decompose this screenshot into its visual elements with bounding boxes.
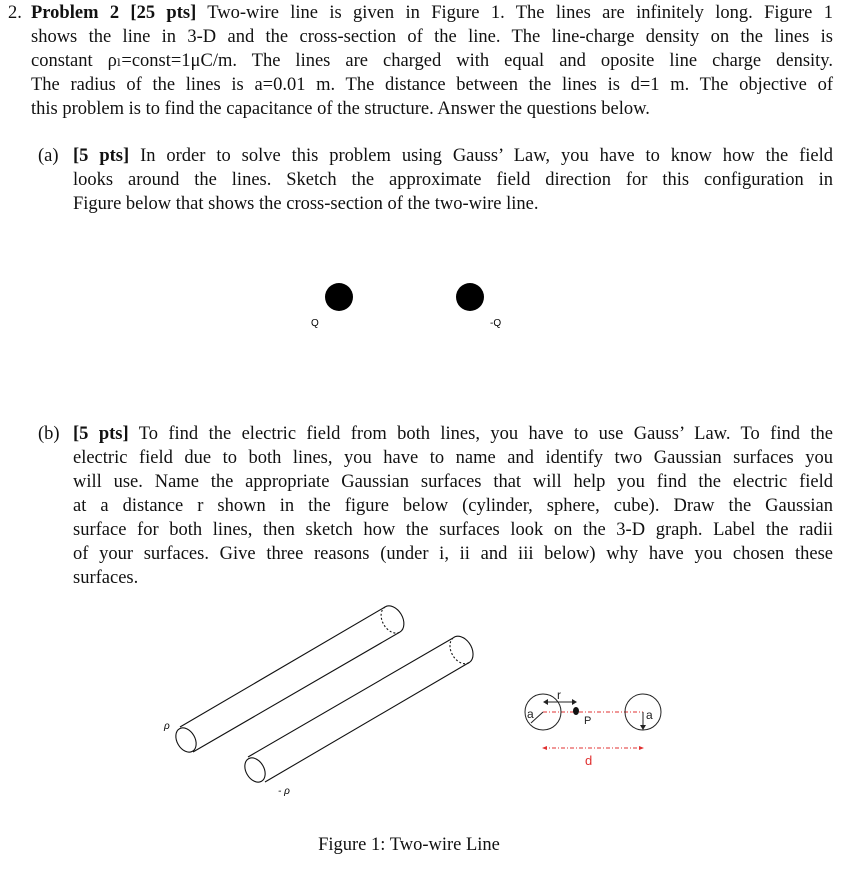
- charge-right-label: -Q: [490, 318, 502, 329]
- part-b-line-5: surface for both lines, then sketch how the surfaces look on the 3-D graph. Label the radii: [73, 520, 833, 540]
- part-b-line-4: at a distance r shown in the figure below (cylinder, sphere, cube). Draw the Gaussian: [73, 496, 833, 516]
- part-b-line-6: of your surfaces. Give three reasons (under i, ii and iii below) why have you chosen these: [73, 544, 833, 564]
- wire-left-cross-section: [325, 283, 353, 311]
- label-a-left: a: [527, 707, 534, 721]
- problem-line-2: shows the line in 3-D and the cross-section of the line. The line-charge density on the lines is: [31, 27, 833, 47]
- problem-number: 2.: [8, 3, 22, 23]
- part-b-line-3: will use. Name the appropriate Gaussian surfaces that will help you find the electric field: [73, 472, 833, 492]
- label-d: d: [585, 753, 593, 768]
- point-p: [573, 707, 579, 715]
- part-b-label: (b): [38, 424, 60, 444]
- problem-line-1: Problem 2 [25 pts] Two-wire line is given in Figure 1. The lines are infinitely long. Figure 1: [31, 3, 833, 23]
- wire-right-cross-section: [456, 283, 484, 311]
- rho-negative-label: - ρ: [278, 786, 290, 797]
- radius-diagram: [525, 688, 661, 768]
- part-a-line-2: looks around the lines. Sketch the approximate field direction for this configuration in: [73, 170, 833, 190]
- problem-line-4: The radius of the lines is a=0.01 m. The distance between the lines is d=1 m. The objective of: [31, 75, 833, 95]
- part-a-line-3: Figure below that shows the cross-section of the two-wire line.: [73, 194, 539, 214]
- label-a-right: a: [646, 708, 653, 722]
- label-p: P: [584, 715, 592, 727]
- label-r: r: [557, 688, 561, 702]
- part-a-line-1: [5 pts] In order to solve this problem using Gauss’ Law, you have to know how the field: [73, 146, 833, 166]
- charge-left-label: Q: [311, 318, 319, 329]
- part-b-line-7: surfaces.: [73, 568, 139, 588]
- cylinder-negative: [241, 636, 473, 786]
- problem-line-5: this problem is to find the capacitance of the structure. Answer the questions below.: [31, 99, 650, 119]
- part-b-line-1: [5 pts] To find the electric field from both lines, you have to use Gauss’ Law. To find the: [73, 424, 833, 444]
- rho-positive-label: ρ: [164, 721, 170, 732]
- part-b-line-2: electric field due to both lines, you have to name and identify two Gaussian surfaces you: [73, 448, 833, 468]
- figure-caption: Figure 1: Two-wire Line: [318, 835, 500, 855]
- problem-line-3: constant ρₗ=const=1μC/m. The lines are charged with equal and oposite line charge density.: [31, 51, 833, 71]
- problem-title: Problem 2 [25 pts]: [31, 3, 197, 23]
- part-a-label: (a): [38, 146, 59, 166]
